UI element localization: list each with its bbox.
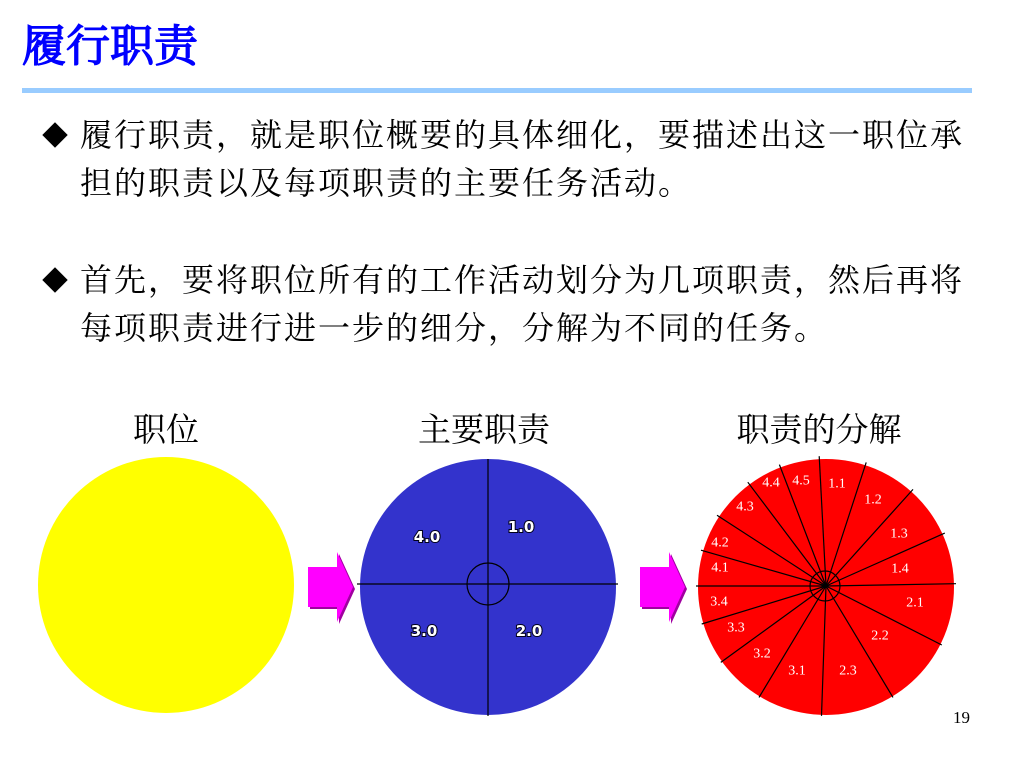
- bullet-text-line: 首先，要将职位所有的工作活动划分为几项职责，然后再将: [80, 261, 965, 299]
- task-segment-label: 4.5: [792, 473, 810, 489]
- page-number: 19: [953, 708, 970, 727]
- stage-label-position: 职位: [133, 410, 199, 449]
- task-decomposition-circle-group: [696, 456, 956, 716]
- main-duties-circle-group: [357, 459, 618, 716]
- task-segment-label: 1.3: [890, 526, 908, 542]
- task-segment-label: 4.2: [711, 535, 729, 551]
- bullet-text-line: 担的职责以及每项职责的主要任务活动。: [80, 164, 693, 202]
- task-segment-label: 2.1: [906, 595, 924, 611]
- duty-segment-label: 2.0: [515, 622, 543, 640]
- task-segment-label: 1.1: [828, 476, 846, 492]
- slide-title: 履行职责: [22, 21, 198, 72]
- right-arrow-icon: [640, 552, 687, 624]
- task-segment-label: 4.1: [711, 560, 729, 576]
- duty-segment-label: 1.0: [507, 518, 535, 536]
- right-arrow-icon: [308, 552, 355, 624]
- task-segment-label: 2.3: [839, 663, 857, 679]
- task-segment-label: 1.4: [891, 561, 909, 577]
- task-segment-label: 3.1: [788, 663, 806, 679]
- duty-segment-label: 4.0: [413, 528, 441, 546]
- task-segment-label: 4.4: [762, 475, 780, 491]
- task-segment-label: 3.2: [753, 646, 771, 662]
- duty-segment-label: 3.0: [410, 622, 438, 640]
- arrow-body: [640, 552, 685, 622]
- stage-label-duty-decomposition: 职责的分解: [736, 410, 902, 449]
- bullet-text-line: 每项职责进行进一步的细分，分解为不同的任务。: [80, 309, 829, 347]
- bullet-text-line: 履行职责，就是职位概要的具体细化，要描述出这一职位承: [80, 116, 965, 154]
- task-segment-label: 2.2: [871, 628, 889, 644]
- task-segment-label: 3.3: [727, 620, 745, 636]
- task-segment-label: 1.2: [864, 492, 882, 508]
- position-circle: [38, 457, 294, 713]
- stage-label-main-duties: 主要职责: [418, 410, 550, 449]
- task-segment-label: 3.4: [710, 594, 728, 610]
- arrow-body: [308, 552, 353, 622]
- task-segment-label: 4.3: [736, 499, 754, 515]
